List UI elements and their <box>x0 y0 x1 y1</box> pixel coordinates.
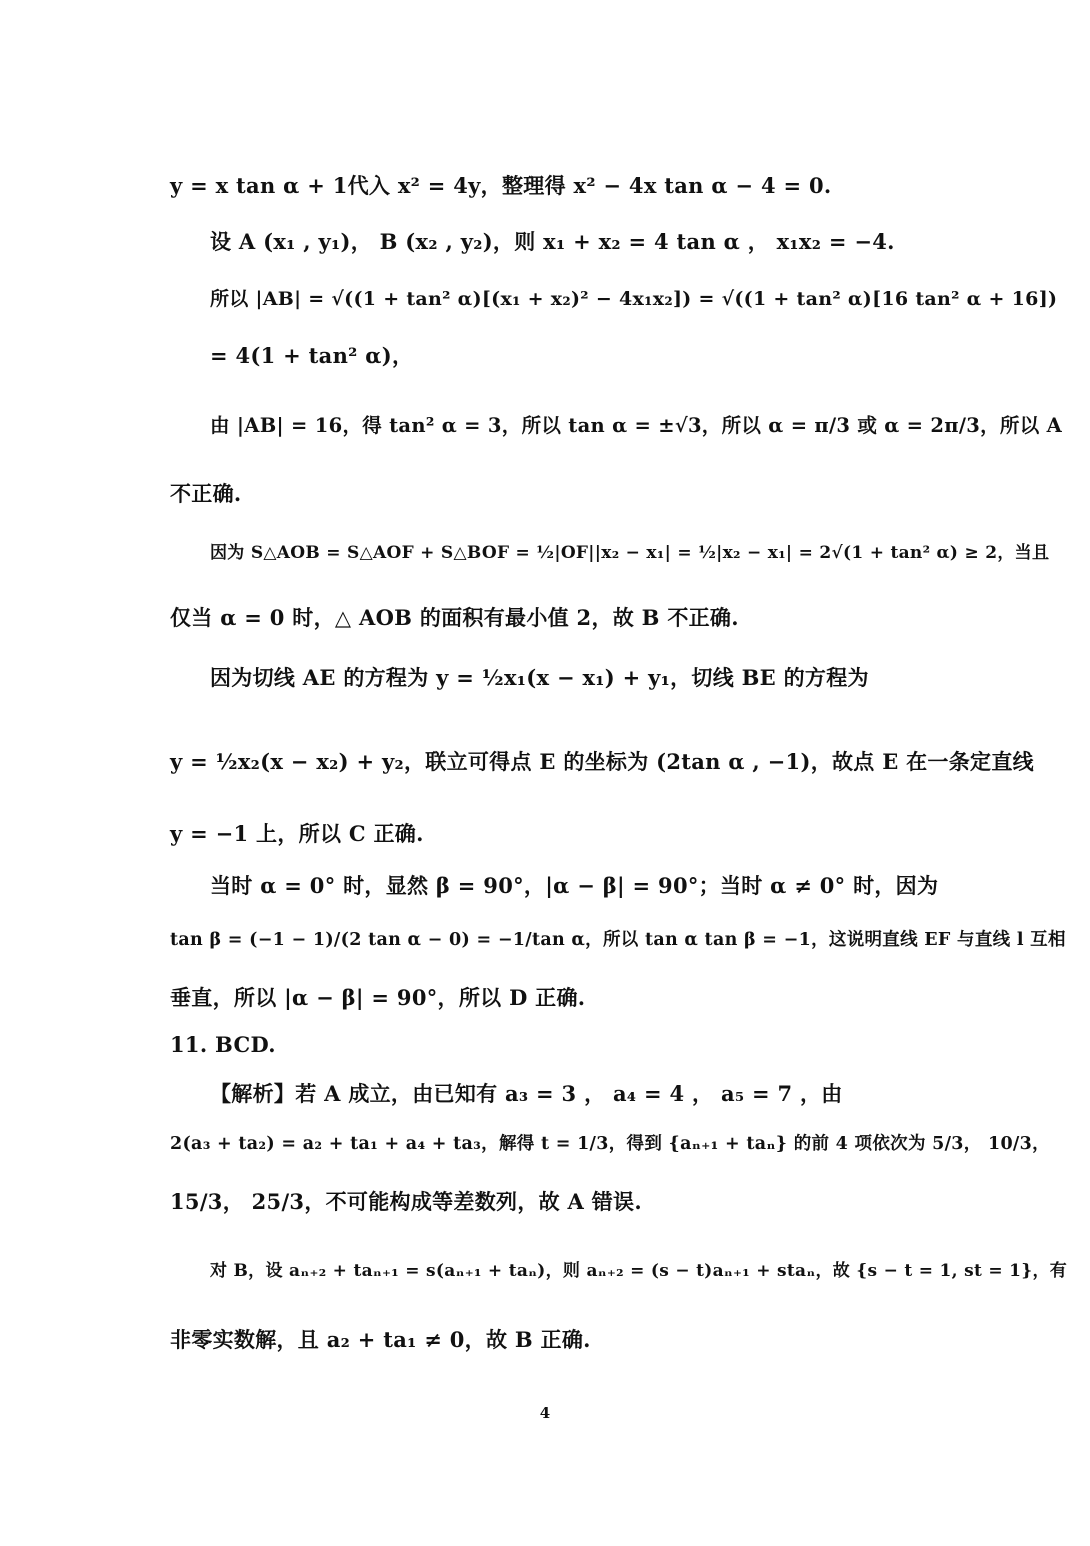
text-line: y = x tan α + 1代入 x² = 4y，整理得 x² − 4x tan α − 4 = 0. <box>170 173 832 198</box>
text-line: y = ½x₂(x − x₂) + y₂，联立可得点 E 的坐标为 (2tan α , −1)，故点 E 在一条定直线 <box>170 749 1034 774</box>
text-line: y = −1 上，所以 C 正确. <box>170 821 424 846</box>
text-line: 对 B，设 aₙ₊₂ + taₙ₊₁ = s(aₙ₊₁ + taₙ)，则 aₙ₊₂ = (s − t)aₙ₊₁ + staₙ，故 {s − t = 1, st = 1}，有 <box>210 1261 1068 1281</box>
text-line: 15/3， 25/3，不可能构成等差数列，故 A 错误. <box>170 1189 642 1214</box>
text-line: = 4(1 + tan² α)， <box>210 343 414 368</box>
text-line: 11. BCD. <box>170 1032 276 1057</box>
text-line: 2(a₃ + ta₂) = a₂ + ta₁ + a₄ + ta₃，解得 t = 1/3，得到 {aₙ₊₁ + taₙ} 的前 4 项依次为 5/3， 10/3， <box>170 1134 1050 1154</box>
text-line: 所以 |AB| = √((1 + tan² α)[(x₁ + x₂)² − 4x₁x₂]) = √((1 + tan² α)[16 tan² α + 16]) <box>210 288 1058 310</box>
text-line: 因为 S△AOB = S△AOF + S△BOF = ½|OF||x₂ − x₁| = ½|x₂ − x₁| = 2√(1 + tan² α) ≥ 2，当且 <box>210 543 1050 563</box>
text-line: 由 |AB| = 16，得 tan² α = 3，所以 tan α = ±√3，所以 α = π/3 或 α = 2π/3，所以 A <box>210 414 1063 437</box>
text-line: tan β = (−1 − 1)/(2 tan α − 0) = −1/tan α，所以 tan α tan β = −1，这说明直线 EF 与直线 l 互相 <box>170 930 1066 950</box>
text-line: 非零实数解，且 a₂ + ta₁ ≠ 0，故 B 正确. <box>170 1327 591 1352</box>
text-line: 不正确. <box>170 481 242 506</box>
text-line: 设 A (x₁ , y₁)， B (x₂ , y₂)，则 x₁ + x₂ = 4 tan α ， x₁x₂ = −4. <box>210 229 895 254</box>
text-line: 【解析】若 A 成立，由已知有 a₃ = 3 ， a₄ = 4 ， a₅ = 7 ，由 <box>210 1081 843 1106</box>
text-line: 当时 α = 0° 时，显然 β = 90°，|α − β| = 90°；当时 α ≠ 0° 时，因为 <box>210 873 939 898</box>
page-number: 4 <box>539 1404 551 1422</box>
text-line: 仅当 α = 0 时，△ AOB 的面积有最小值 2，故 B 不正确. <box>170 605 739 630</box>
text-line: 垂直，所以 |α − β| = 90°，所以 D 正确. <box>170 985 586 1010</box>
text-line: 因为切线 AE 的方程为 y = ½x₁(x − x₁) + y₁，切线 BE 的方程为 <box>210 665 869 690</box>
